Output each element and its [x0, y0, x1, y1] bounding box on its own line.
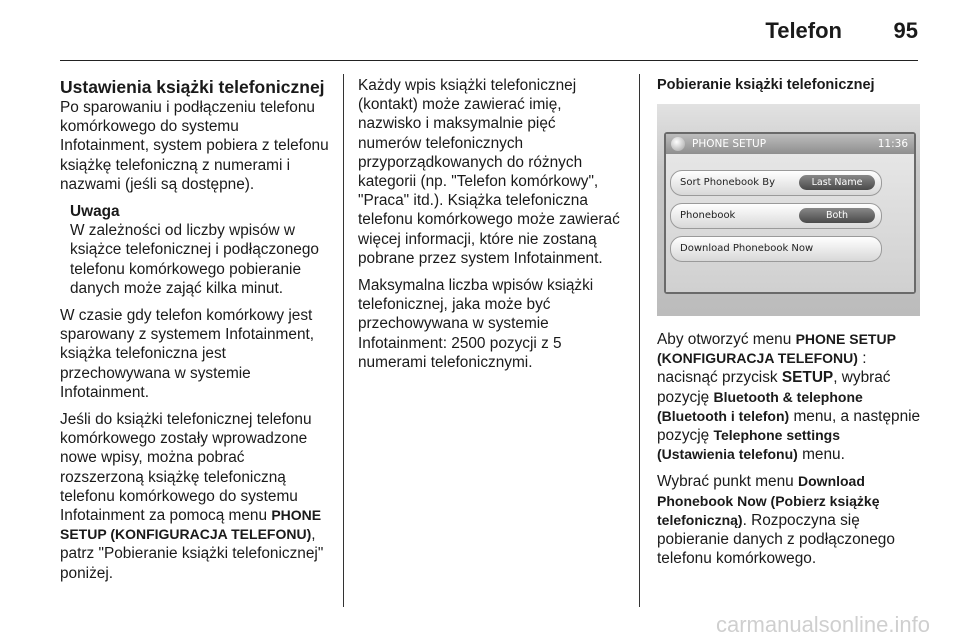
menu-item-download-phonebook[interactable] — [670, 236, 882, 262]
paragraph: Każdy wpis książki telefonicznej (kontakt) może zawierać imię, nazwisko i maksymalnie pięć numerów telefonicznych przyporządkowanych do różnych kategorii (np. "Telefon komórkowy", "Praca" itd.). Książka telefoniczna telefonu komórkowego może zawierać więcej informacji, które nie zostaną pobrane przez system Infotainment. — [358, 77, 620, 267]
header-title: Telefon — [765, 18, 842, 43]
text-run: , patrz "Pobieranie książki telefonicznej" poniżej. — [60, 526, 324, 582]
menu-name: PHONE SETUP (KONFIGURACJA TELEFONU) — [60, 507, 322, 543]
screen-clock: 11:36 — [877, 138, 908, 150]
text-run: Wybrać punkt menu — [657, 473, 799, 491]
text-run: : nacisnąć przycisk — [657, 350, 867, 387]
column-1 — [60, 76, 332, 591]
text-run: . Rozpoczyna się pobieranie danych z podłączonego telefonu komórkowego. — [657, 511, 895, 568]
screen-title: PHONE SETUP — [692, 138, 767, 150]
menu-item-label: Sort Phonebook By — [680, 177, 775, 188]
menu-item-label: Download Phonebook Now — [680, 243, 814, 254]
note-text: W zależności od liczby wpisów w książce telefonicznej i podłączonego telefonu komórkowego pobieranie danych może zająć kilka minut. — [70, 222, 319, 297]
menu-item-sort-phonebook[interactable] — [670, 170, 882, 196]
screen-menu — [666, 154, 914, 292]
column-3-text — [657, 330, 921, 576]
subsection-heading: Pobieranie książki telefonicznej — [657, 77, 875, 93]
phone-setup-screenshot — [657, 104, 920, 316]
column-3 — [657, 76, 921, 95]
text-run: Aby otworzyć menu — [657, 331, 796, 348]
paragraph: W czasie gdy telefon komórkowy jest sparowany z systemem Infotainment, książka telefoniczna jest przechowywana w systemie Infotainment. — [60, 307, 315, 401]
menu-name: Download Phonebook Now (Pobierz książkę telefoniczną) — [657, 473, 880, 528]
menu-item-value: Last Name — [799, 175, 875, 190]
infotainment-screen — [664, 132, 916, 294]
column-divider-1 — [343, 74, 344, 607]
menu-name: PHONE SETUP (KONFIGURACJA TELEFONU) — [657, 331, 896, 367]
paragraph: Po sparowaniu i podłączeniu telefonu komórkowego do systemu Infotainment, system pobiera z telefonu książkę telefoniczną z numerami i nazwami (jeśli są dostępne). — [60, 99, 329, 193]
menu-item-value: Both — [799, 208, 875, 223]
menu-item-phonebook[interactable] — [670, 203, 882, 229]
text-run: , wybrać pozycję — [657, 369, 891, 406]
section-heading: Ustawienia książki telefonicznej — [60, 77, 325, 97]
brand-logo-icon — [671, 137, 685, 151]
menu-name: Telephone settings (Ustawienia telefonu) — [657, 427, 841, 463]
column-2 — [358, 76, 620, 380]
text-run: Jeśli do książki telefonicznej telefonu komórkowego zostały wprowadzone nowe wpisy, można pobrać rozszerzoną książkę telefoniczną telefonu komórkowego do systemu Infotainment za pomocą menu — [60, 411, 312, 525]
header-rule — [60, 60, 918, 61]
column-divider-2 — [639, 74, 640, 607]
note-box — [70, 202, 332, 298]
menu-item-label: Phonebook — [680, 210, 736, 221]
text-run: menu. — [797, 446, 845, 464]
paragraph: Maksymalna liczba wpisów książki telefonicznej, jaka może być przechowywana w systemie Infotainment: 2500 pozycji z 5 numerami telefonicznymi. — [358, 277, 594, 371]
screen-title-bar — [666, 134, 914, 154]
text-run: menu, a następnie pozycję — [657, 407, 921, 445]
page-number: 95 — [893, 18, 918, 43]
note-title: Uwaga — [70, 203, 120, 221]
button-name: SETUP — [781, 369, 834, 387]
menu-name: Bluetooth & telephone (Bluetooth i telefon) — [657, 388, 863, 424]
watermark: carmanualsonline.info — [715, 612, 930, 637]
paragraph — [60, 410, 332, 583]
paragraph — [657, 330, 921, 464]
paragraph — [657, 472, 921, 568]
